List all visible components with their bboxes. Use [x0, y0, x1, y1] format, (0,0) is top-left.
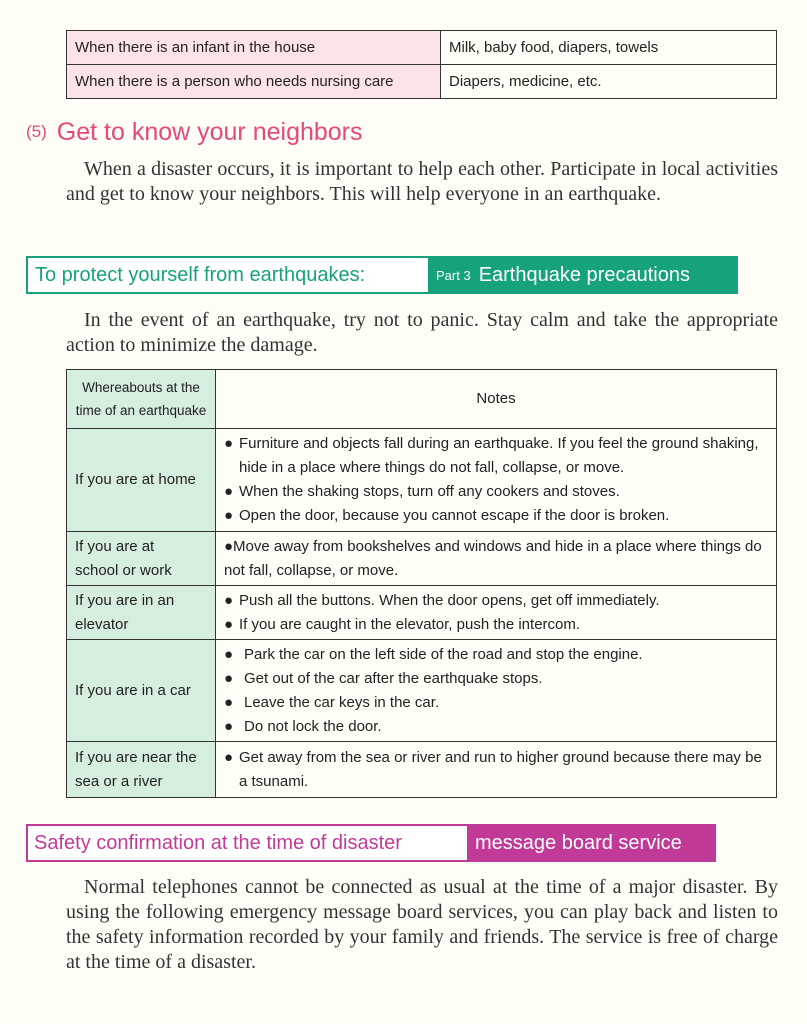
notes-cell: ●Move away from bookshelves and windows and hide in a place where things do not fall, collapse, or move. — [216, 532, 777, 586]
closing-paragraph — [66, 875, 778, 975]
note-item: ● Furniture and objects fall during an earthquake. If you feel the ground shaking, hide in a place where things do not fall, collapse, or move. — [224, 432, 768, 480]
header-whereabouts: Whereabouts at the time of an earthquake — [67, 370, 216, 429]
intro-paragraph — [66, 308, 778, 358]
place-cell: If you are in an elevator — [67, 586, 216, 640]
table-row — [67, 640, 777, 742]
table-row — [67, 586, 777, 640]
table-row — [67, 429, 777, 532]
place-cell: If you are at school or work — [67, 532, 216, 586]
banner-left-label: To protect yourself from earthquakes: — [35, 263, 366, 286]
table-row — [67, 31, 777, 65]
message-board-banner — [26, 824, 716, 862]
banner-right-label: message board service — [467, 826, 714, 860]
earthquake-precautions-banner — [26, 256, 738, 294]
note-item: ● Get away from the sea or river and run to higher ground because there may be a tsunami. — [224, 746, 768, 794]
note-item: ● Leave the car keys in the car. — [224, 691, 768, 715]
header-notes: Notes — [216, 370, 777, 429]
items-cell: Milk, baby food, diapers, towels — [441, 31, 777, 65]
note-item: ● If you are caught in the elevator, push the intercom. — [224, 613, 768, 637]
note-item: ● Park the car on the left side of the road and stop the engine. — [224, 643, 768, 667]
note-item: ● When the shaking stops, turn off any cookers and stoves. — [224, 480, 768, 504]
table-row — [67, 65, 777, 99]
section-heading — [26, 118, 363, 147]
place-cell: If you are in a car — [67, 640, 216, 742]
part-label: Part 3 — [436, 267, 471, 283]
intro-text: In the event of an earthquake, try not to panic. Stay calm and take the appropriate action to minimize the damage. — [66, 309, 778, 356]
place-cell: If you are at home — [67, 429, 216, 532]
situation-cell: When there is an infant in the house — [67, 31, 441, 65]
neighbors-paragraph — [66, 157, 778, 207]
items-cell: Diapers, medicine, etc. — [441, 65, 777, 99]
note-item: ● Do not lock the door. — [224, 715, 768, 739]
notes-cell — [216, 429, 777, 532]
closing-text: Normal telephones cannot be connected as usual at the time of a major disaster. By using the following emergency message board services, you can play back and listen to the safety information recorded by your family and friends. The service is free of charge at the time of a disaster. — [66, 876, 778, 973]
note-item: ● Get out of the car after the earthquake stops. — [224, 667, 768, 691]
table-row — [67, 532, 777, 586]
table-header-row — [67, 370, 777, 429]
section-title: Get to know your neighbors — [56, 118, 363, 146]
neighbors-text: When a disaster occurs, it is important to help each other. Participate in local activities and get to know your neighbors. This will help everyone in an earthquake. — [66, 158, 778, 205]
note-item: ● Push all the buttons. When the door opens, get off immediately. — [224, 589, 768, 613]
place-cell: If you are near the sea or a river — [67, 742, 216, 798]
supplies-table — [66, 30, 777, 99]
earthquake-actions-table — [66, 369, 777, 798]
notes-cell — [216, 586, 777, 640]
banner-left-label: Safety confirmation at the time of disaster — [34, 831, 402, 854]
section-number: (5) — [26, 122, 47, 141]
table-row — [67, 742, 777, 798]
banner-title: Earthquake precautions — [478, 263, 690, 286]
situation-cell: When there is a person who needs nursing care — [67, 65, 441, 99]
note-item: ● Open the door, because you cannot escape if the door is broken. — [224, 504, 768, 528]
notes-cell — [216, 742, 777, 798]
notes-cell — [216, 640, 777, 742]
banner-right-label — [428, 258, 736, 292]
